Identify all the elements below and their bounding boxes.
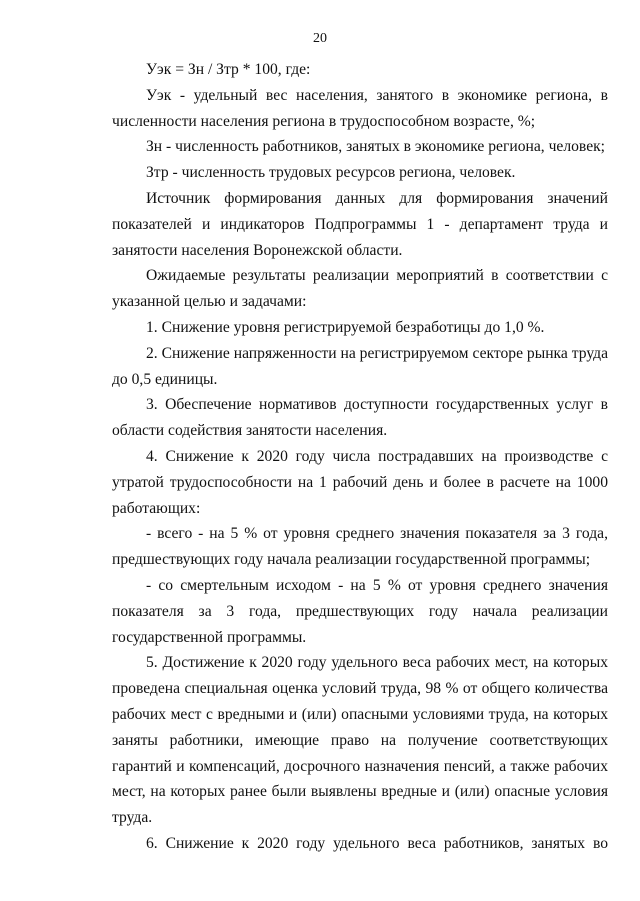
list-item-4: 4. Снижение к 2020 году числа пострадавших на производстве с утратой трудоспособности на 1 рабочий день и более в расчете на 1000 работающих: <box>112 447 608 517</box>
paragraph-expected-results: Ожидаемые результаты реализации мероприятий в соответствии с указанной целью и задачами: <box>112 267 608 311</box>
list-item-2: 2. Снижение напряженности на регистрируемом секторе рынка труда до 0,5 единицы. <box>112 344 608 388</box>
paragraph-ztr-definition: Зтр - численность трудовых ресурсов региона, человек. <box>146 164 516 182</box>
list-item-1: 1. Снижение уровня регистрируемой безработицы до 1,0 %. <box>146 318 545 336</box>
paragraph-uek-definition: Уэк - удельный вес населения, занятого в экономике региона, в численности населения региона в трудоспособном возрасте, %; <box>112 86 608 130</box>
sub-item-fatal: - со смертельным исходом - на 5 % от уровня среднего значения показателя за 3 года, предшествующих году начала реализации государственной программы. <box>112 576 608 646</box>
paragraph-data-source: Источник формирования данных для формирования значений показателей и индикаторов Подпрограммы 1 - департамент труда и занятости населения Воронежской области. <box>112 189 608 259</box>
list-item-6: 6. Снижение к 2020 году удельного веса работников, занятых во <box>146 834 608 852</box>
page-number: 20 <box>313 31 327 46</box>
list-item-3: 3. Обеспечение нормативов доступности государственных услуг в области содействия занятости населения. <box>112 396 608 440</box>
sub-item-total: - всего - на 5 % от уровня среднего значения показателя за 3 года, предшествующих году начала реализации государственной программы; <box>112 525 608 569</box>
paragraph-zn-definition: Зн - численность работников, занятых в экономике региона, человек; <box>146 138 606 156</box>
formula-line: Уэк = Зн / Зтр * 100, где: <box>146 61 311 78</box>
list-item-5: 5. Достижение к 2020 году удельного веса рабочих мест, на которых проведена специальная оценка условий труда, 98 % от общего количества рабочих мест с вредными и (или) опасными условиями труда, на которых заняты работники, имеющие право на получение соответствующих гарантий и компенсаций, досрочного назначения пенсий, а также рабочих мест, на которых ранее были выявлены вредные и (или) опасные условия труда. <box>112 654 608 827</box>
page-body <box>112 57 608 857</box>
